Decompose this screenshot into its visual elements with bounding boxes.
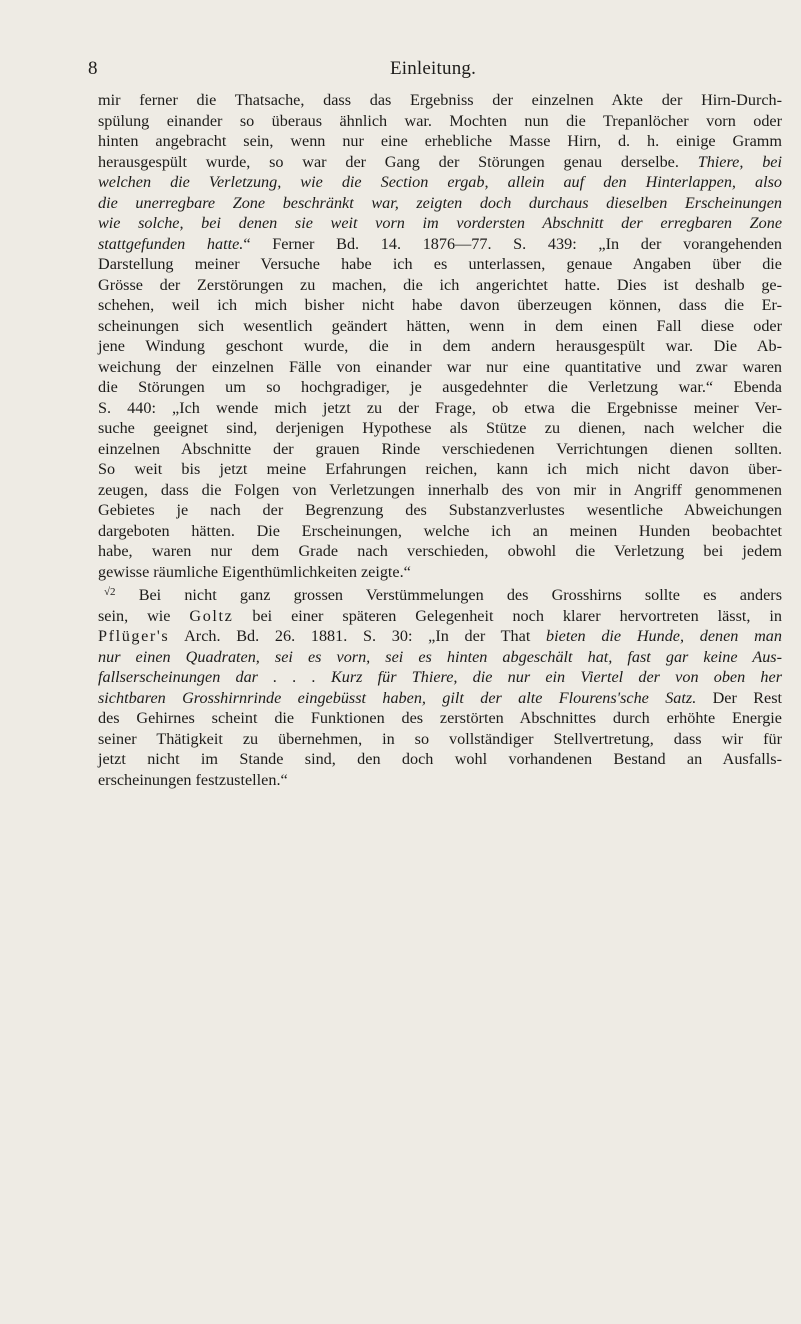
text-line xyxy=(98,770,782,791)
text-segment: zeugen, dass die Folgen von Verletzungen innerhalb des von mir in Angriff genommenen xyxy=(98,480,782,499)
text-line xyxy=(98,459,782,480)
text-segment: seiner Thätigkeit zu übernehmen, in so vollständiger Stellvertretung, dass wir für xyxy=(98,729,782,748)
text-line xyxy=(98,500,782,521)
text-segment: jetzt nicht im Stande sind, den doch wohl vorhandenen Bestand an Ausfalls- xyxy=(98,750,782,768)
text-line xyxy=(98,398,782,419)
text-segment: Grösse der Zerstörungen zu machen, die ich angerichtet hatte. Dies ist deshalb ge- xyxy=(98,275,782,294)
text-line xyxy=(98,480,782,501)
text-segment: spülung einander so überaus ähnlich war. Mochten nun die Trepanlöcher vorn oder xyxy=(98,111,782,130)
text-segment: wie solche, bei denen sie weit vorn im vordersten Abschnitt der erregbaren Zone xyxy=(98,214,782,232)
text-segment: fallserscheinungen dar . . . Kurz für Thiere, die nur ein Viertel der von oben her xyxy=(98,668,782,686)
text-segment: hinten angebracht sein, wenn nur eine erhebliche Masse Hirn, d. h. einige Gramm xyxy=(98,132,782,150)
text-segment: Bei nicht ganz grossen Verstümmelungen des Grosshirns sollte es anders xyxy=(115,586,782,604)
margin-mark: √2 xyxy=(104,586,116,598)
text-line xyxy=(98,377,782,398)
text-segment: dargeboten hätten. Die Erscheinungen, welche ich an meinen Hunden beobachtet xyxy=(98,521,782,540)
text-segment: Der Rest xyxy=(696,688,782,707)
text-line xyxy=(98,606,782,627)
text-segment: jene Windung geschont wurde, die in dem andern herausgespült war. Die Ab- xyxy=(98,337,782,355)
body-text xyxy=(98,90,782,790)
running-title: Einleitung. xyxy=(389,58,477,79)
text-segment: bei einer späteren Gelegenheit noch klarer hervortreten lässt, in xyxy=(233,606,782,625)
text-line xyxy=(98,582,782,606)
text-line xyxy=(98,418,782,439)
text-line xyxy=(98,213,782,234)
text-segment: Thiere, bei xyxy=(697,152,782,171)
text-line xyxy=(98,295,782,316)
text-line xyxy=(98,626,782,647)
text-segment: So weit bis jetzt meine Erfahrungen reichen, kann ich mich nicht davon über- xyxy=(98,460,782,478)
text-segment: weichung der einzelnen Fälle von einander war nur eine quantitative und zwar waren xyxy=(98,357,782,376)
text-line xyxy=(98,521,782,542)
text-line xyxy=(98,647,782,668)
text-line xyxy=(98,234,782,255)
text-segment: suche geeignet sind, derjenigen Hypothese als Stütze zu dienen, nach welcher die xyxy=(98,419,782,437)
text-segment: mir ferner die Thatsache, dass das Ergebniss der einzelnen Akte der Hirn-Durch- xyxy=(98,91,782,109)
text-segment: stattgefunden hatte. xyxy=(98,234,244,253)
text-line xyxy=(98,90,782,111)
text-segment: welchen die Verletzung, wie die Section ergab, allein auf den Hinterlappen, also xyxy=(98,173,782,191)
text-line xyxy=(98,749,782,770)
text-segment: erscheinungen festzustellen.“ xyxy=(98,770,288,789)
text-line xyxy=(98,275,782,296)
text-segment: habe, waren nur dem Grade nach verschieden, obwohl die Verletzung bei jedem xyxy=(98,542,782,560)
text-line xyxy=(98,541,782,562)
text-segment: die Störungen um so hochgradiger, je ausgedehnter die Verletzung war.“ Ebenda xyxy=(98,378,782,396)
text-segment: Goltz xyxy=(189,606,234,625)
text-segment: Darstellung meiner Versuche habe ich es unterlassen, genaue Angaben über die xyxy=(98,255,782,273)
text-line xyxy=(98,439,782,460)
text-segment: Arch. Bd. 26. 1881. S. 30: „In der That xyxy=(169,627,547,645)
text-line xyxy=(98,131,782,152)
text-segment: “ Ferner Bd. 14. 1876—77. S. 439: „In der vorangehenden xyxy=(243,234,782,253)
text-segment: S. 440: „Ich wende mich jetzt zu der Frage, ob etwa die Ergebnisse meiner Ver- xyxy=(98,398,782,417)
text-line xyxy=(98,336,782,357)
text-segment: sein, wie xyxy=(98,606,190,625)
text-segment: die unerregbare Zone beschränkt war, zeigten doch durchaus dieselben Erscheinungen xyxy=(98,193,782,212)
text-segment: sichtbaren Grosshirnrinde eingebüsst haben, gilt der alte Flourens'sche Satz. xyxy=(98,688,697,707)
text-line xyxy=(98,708,782,729)
text-line xyxy=(98,357,782,378)
text-segment: Gebietes je nach der Begrenzung des Substanzverlustes wesentliche Abweichungen xyxy=(98,501,782,519)
text-line xyxy=(98,688,782,709)
text-segment: nur einen Quadraten, sei es vorn, sei es hinten abgeschält hat, fast gar keine Aus- xyxy=(98,647,782,666)
text-line xyxy=(98,562,782,583)
text-line xyxy=(98,729,782,750)
text-segment: des Gehirnes scheint die Funktionen des zerstörten Abschnittes durch erhöhte Energie xyxy=(98,709,782,727)
text-line xyxy=(98,667,782,688)
text-segment: Pflüger's xyxy=(98,627,170,645)
text-line xyxy=(98,111,782,132)
text-line xyxy=(98,152,782,173)
text-segment: einzelnen Abschnitte der grauen Rinde verschiedenen Verrichtungen dienen sollten. xyxy=(98,439,782,458)
text-segment: herausgespült wurde, so war der Gang der Störungen genau derselbe. xyxy=(98,152,698,171)
page-number: 8 xyxy=(88,58,98,79)
text-segment: schehen, weil ich mich bisher nicht habe davon überzeugen können, dass die Er- xyxy=(98,296,782,314)
text-segment: gewisse räumliche Eigenthümlichkeiten zeigte.“ xyxy=(98,562,411,581)
text-line xyxy=(98,254,782,275)
page-header xyxy=(88,58,778,82)
text-segment: scheinungen sich wesentlich geändert hätten, wenn in dem einen Fall diese oder xyxy=(98,316,782,335)
text-line xyxy=(98,193,782,214)
text-line xyxy=(98,316,782,337)
text-segment: bieten die Hunde, denen man xyxy=(546,627,782,645)
text-line xyxy=(98,172,782,193)
